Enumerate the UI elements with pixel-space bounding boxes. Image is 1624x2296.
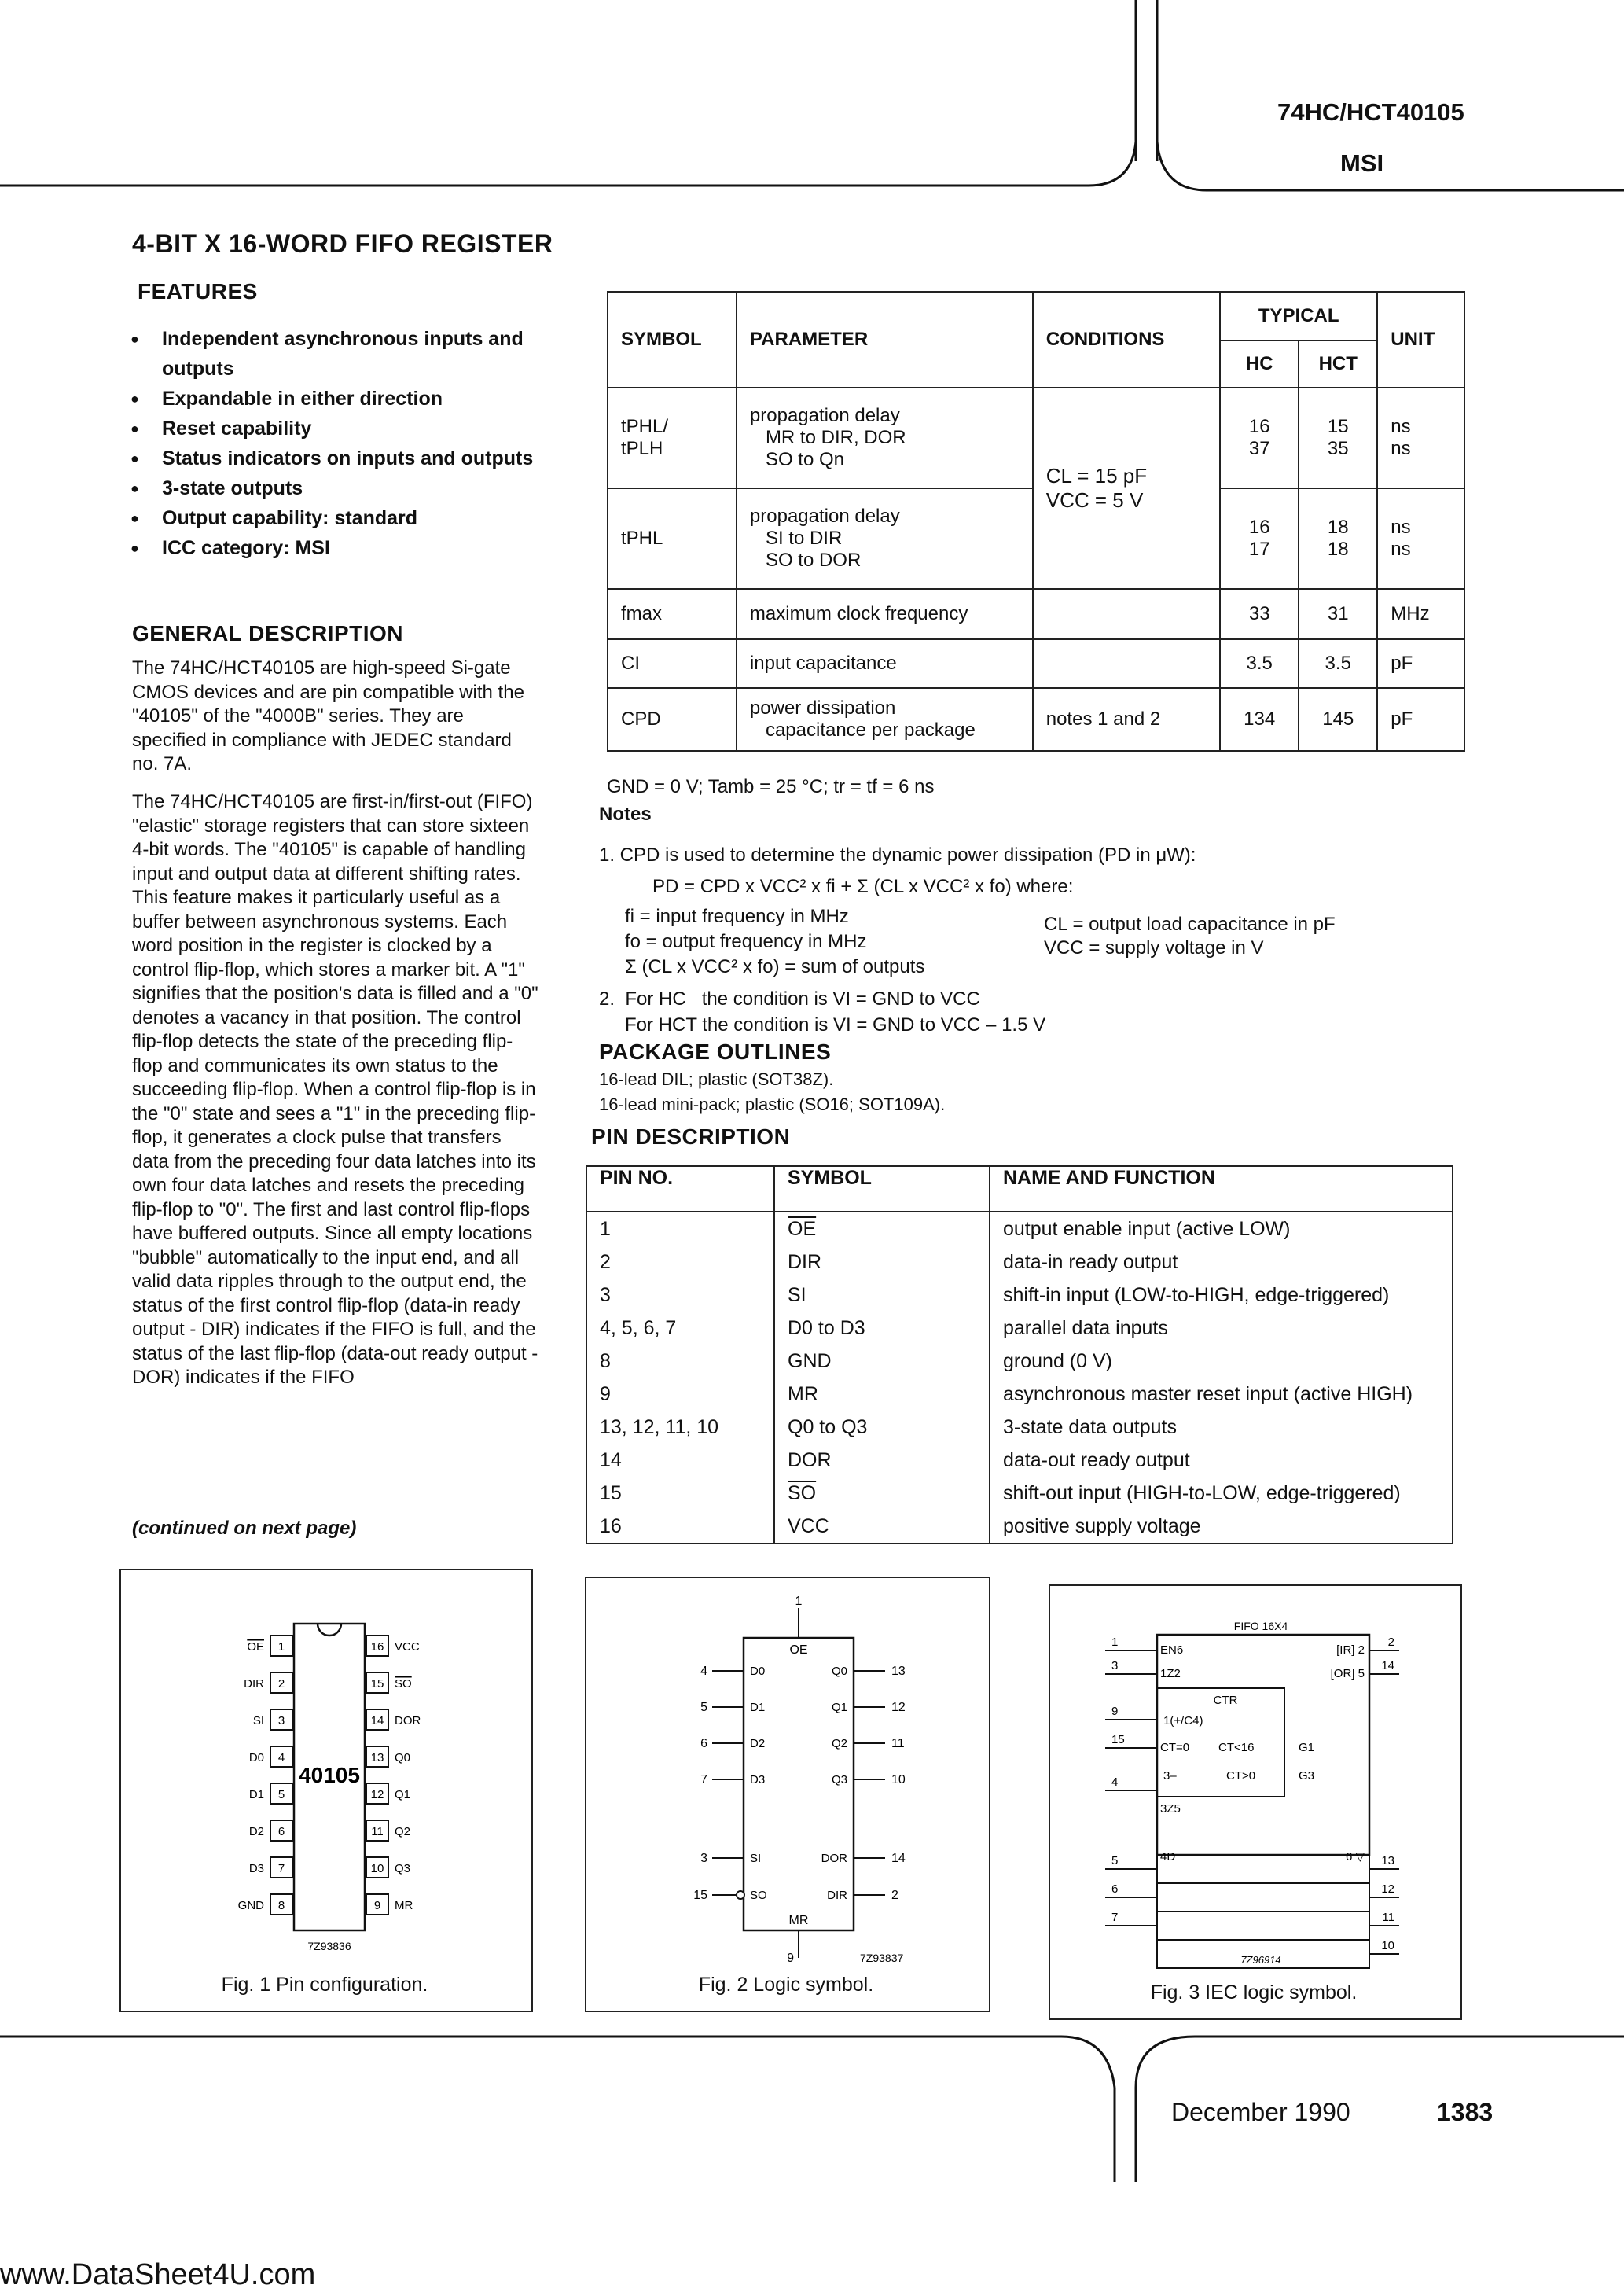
pin-label: D2	[248, 1825, 264, 1838]
feature-item: ● Independent asynchronous inputs and outputs	[126, 324, 582, 384]
feature-item: ● ICC category: MSI	[126, 533, 582, 563]
row3-symbol: fmax	[608, 589, 737, 639]
package-line-2: 16-lead mini-pack; plastic (SO16; SOT109A).	[599, 1095, 946, 1114]
pin-number: 5	[1111, 1854, 1119, 1867]
row5-hc: 134	[1220, 688, 1299, 751]
iec-g1: G1	[1299, 1741, 1315, 1754]
pin-label: DIR	[827, 1889, 847, 1902]
pin-label: Q1	[831, 1701, 847, 1714]
row1-parameter: propagation delay MR to DIR, DOR SO to Qn	[737, 388, 1033, 488]
fig2-bottom-pin: 9	[787, 1952, 794, 1962]
pin-number: 13	[891, 1665, 906, 1678]
pin-label: D3	[750, 1773, 766, 1786]
chip-label: 40105	[299, 1763, 360, 1787]
pin-number: 3	[700, 1852, 707, 1865]
pin-symbol: DOR	[774, 1444, 990, 1477]
pin-number: 10	[370, 1862, 384, 1875]
pin-function: parallel data inputs	[990, 1312, 1453, 1345]
pin-number: 11	[891, 1737, 905, 1750]
col-parameter: PARAMETER	[737, 292, 1033, 388]
pin-col-no: PIN NO.	[586, 1166, 774, 1212]
pin-label: OE	[247, 1640, 264, 1654]
pin-number: 2	[1387, 1636, 1394, 1649]
category-label: MSI	[1340, 149, 1384, 177]
fig1-code: 7Z93836	[307, 1940, 351, 1952]
row5-conditions: notes 1 and 2	[1033, 688, 1220, 751]
pin-number: 4	[700, 1665, 707, 1678]
pin-number: 7	[700, 1773, 707, 1786]
pin-no: 8	[586, 1345, 774, 1378]
iec-data-1	[1157, 1883, 1369, 1911]
note-1-fo: fo = output frequency in MHz	[625, 931, 867, 952]
note-1-formula: PD = CPD x VCC² x fi + Σ (CL x VCC² x fo) where:	[652, 876, 1074, 897]
pin-symbol: Q0 to Q3	[774, 1411, 990, 1444]
pin-label: Q1	[395, 1788, 411, 1801]
pin-number: 12	[891, 1701, 906, 1714]
features-heading: FEATURES	[138, 279, 258, 304]
pin-symbol: D0 to D3	[774, 1312, 990, 1345]
fig2-top-label: OE	[789, 1643, 808, 1657]
row3-conditions	[1033, 589, 1220, 639]
pin-col-function: NAME AND FUNCTION	[990, 1166, 1453, 1212]
pin-number: 5	[700, 1701, 707, 1714]
fig2-bottom-label: MR	[788, 1914, 809, 1927]
note-2b: For HCT the condition is VI = GND to VCC – 1.5 V	[625, 1014, 1046, 1036]
col-unit: UNIT	[1377, 292, 1464, 388]
row3-hc: 33	[1220, 589, 1299, 639]
pin-no: 14	[586, 1444, 774, 1477]
pin-symbol: MR	[774, 1378, 990, 1411]
feature-item: ● Status indicators on inputs and outputs	[126, 443, 582, 473]
page-title: 4-BIT X 16-WORD FIFO REGISTER	[132, 230, 553, 258]
package-heading: PACKAGE OUTLINES	[599, 1039, 832, 1064]
pin-symbol: SI	[774, 1279, 990, 1312]
pin-label: D1	[750, 1701, 766, 1714]
pin-table	[586, 1165, 1453, 1544]
pin-number: 6	[700, 1737, 707, 1750]
pin-description-heading: PIN DESCRIPTION	[591, 1124, 791, 1149]
pin-number: 5	[277, 1788, 285, 1801]
pin-number: 4	[1111, 1775, 1119, 1789]
iec-ct0: CT=0	[1160, 1741, 1190, 1754]
pin-number: 4	[277, 1751, 285, 1764]
pin-number: 15	[370, 1677, 384, 1691]
fig2-top-pin: 1	[795, 1595, 803, 1608]
pin-no: 1	[586, 1212, 774, 1246]
pin-number: 12	[370, 1788, 384, 1801]
pin-function: 3-state data outputs	[990, 1411, 1453, 1444]
pin-number: 10	[1381, 1939, 1394, 1952]
pin-col-symbol: SYMBOL	[774, 1166, 990, 1212]
pin-number: 3	[277, 1714, 285, 1728]
pin-label: MR	[395, 1899, 413, 1912]
feature-item: ● Reset capability	[126, 414, 582, 443]
row4-parameter: input capacitance	[737, 639, 1033, 688]
pin-no: 9	[586, 1378, 774, 1411]
row2-symbol: tPHL	[608, 488, 737, 589]
pin-function: positive supply voltage	[990, 1510, 1453, 1544]
iec-c4: 1(+/C4)	[1163, 1714, 1203, 1728]
row4-symbol: CI	[608, 639, 737, 688]
pin-number: 15	[1111, 1733, 1125, 1746]
footer-page: 1383	[1437, 2098, 1494, 2126]
col-typical: TYPICAL	[1220, 292, 1377, 340]
note-2a: 2. For HC the condition is VI = GND to VCC	[599, 988, 980, 1010]
pin-number: 8	[277, 1899, 285, 1912]
fig3-iec-symbol	[1049, 1584, 1459, 1978]
pin-number: 6	[277, 1825, 285, 1838]
pin-number: 1	[1111, 1636, 1119, 1649]
pin-no: 16	[586, 1510, 774, 1544]
pin-label: D0	[750, 1665, 766, 1678]
pin-number: 1	[277, 1640, 285, 1654]
pin-label: Q2	[831, 1737, 847, 1750]
pin-label: Q3	[395, 1862, 411, 1875]
row5-hct: 145	[1299, 688, 1377, 751]
pin-label: SO	[395, 1677, 412, 1691]
iec-ctr: CTR	[1213, 1694, 1238, 1707]
pin-symbol: $\overline{OE}$	[774, 1212, 990, 1246]
fig1-pin-diagram	[119, 1569, 530, 1962]
iec-ir: [IR] 2	[1336, 1643, 1365, 1657]
iec-data-2	[1157, 1911, 1369, 1940]
pin-label: D2	[750, 1737, 766, 1750]
row1-hct: 15 35	[1299, 388, 1377, 488]
row2-hc: 16 17	[1220, 488, 1299, 589]
pin-number: 14	[891, 1852, 906, 1865]
row2-parameter: propagation delay SI to DIR SO to DOR	[737, 488, 1033, 589]
fig2-logic-symbol	[585, 1577, 987, 1962]
note-1-sum: Σ (CL x VCC² x fo) = sum of outputs	[625, 956, 925, 977]
general-p1: The 74HC/HCT40105 are high-speed Si-gate CMOS devices and are pin compatible with the "40105" of the "4000B" series. They are specified in compliance with JEDEC standard no. 7A.	[132, 657, 524, 775]
pin-number: 6	[1111, 1882, 1119, 1896]
pin-number: 11	[1382, 1911, 1394, 1924]
iec-m3: 3–	[1163, 1769, 1177, 1783]
pin-label: D1	[248, 1788, 264, 1801]
pin-number: 2	[277, 1677, 285, 1691]
note-1-fi: fi = input frequency in MHz	[625, 906, 849, 927]
pin-label: VCC	[395, 1640, 420, 1654]
iec-title: FIFO 16X4	[1233, 1620, 1288, 1632]
feature-item: ● Output capability: standard	[126, 503, 582, 533]
pin-number: 14	[1381, 1659, 1394, 1672]
watermark-link[interactable]: www.DataSheet4U.com	[0, 2258, 316, 2291]
pin-function: asynchronous master reset input (active HIGH)	[990, 1378, 1453, 1411]
row5-symbol: CPD	[608, 688, 737, 751]
row1-hc: 16 37	[1220, 388, 1299, 488]
pin-no: 3	[586, 1279, 774, 1312]
row4-hct: 3.5	[1299, 639, 1377, 688]
pin-no: 15	[586, 1477, 774, 1510]
part-number: 74HC/HCT40105	[1277, 98, 1464, 126]
pin-no: 13, 12, 11, 10	[586, 1411, 774, 1444]
iec-z: 1Z2	[1160, 1667, 1181, 1680]
pin-function: output enable input (active LOW)	[990, 1212, 1453, 1246]
conditions-main: CL = 15 pF VCC = 5 V	[1033, 388, 1220, 589]
row3-unit: MHz	[1377, 589, 1464, 639]
pin-label: D0	[248, 1751, 264, 1764]
features-list	[126, 324, 582, 563]
pin-function: shift-in input (LOW-to-HIGH, edge-triggered)	[990, 1279, 1453, 1312]
continued-note: (continued on next page)	[132, 1518, 357, 1539]
row1-unit: ns ns	[1377, 388, 1464, 488]
col-symbol: SYMBOL	[608, 292, 737, 388]
fig1-caption: Fig. 1 Pin configuration.	[221, 1974, 428, 1996]
pin-number: 10	[891, 1773, 906, 1786]
note-1: 1. CPD is used to determine the dynamic power dissipation (PD in μW):	[599, 844, 1196, 866]
package-line-1: 16-lead DIL; plastic (SOT38Z).	[599, 1069, 834, 1089]
pin-label: Q2	[395, 1825, 411, 1838]
pin-symbol: GND	[774, 1345, 990, 1378]
fig2-code: 7Z93837	[860, 1952, 904, 1962]
iec-ct00: CT>0	[1226, 1769, 1256, 1783]
pin-label: Q3	[831, 1773, 847, 1786]
pin-symbol: DIR	[774, 1246, 990, 1279]
row3-parameter: maximum clock frequency	[737, 589, 1033, 639]
pin-number: 2	[891, 1889, 898, 1902]
pin-number: 14	[370, 1714, 384, 1728]
pin-number: 13	[370, 1751, 384, 1764]
row4-hc: 3.5	[1220, 639, 1299, 688]
pin-symbol: $\overline{SO}$	[774, 1477, 990, 1510]
pin-function: ground (0 V)	[990, 1345, 1453, 1378]
fig2-caption: Fig. 2 Logic symbol.	[698, 1974, 874, 1996]
fig3-code: 7Z96914	[1240, 1954, 1281, 1966]
col-hc: HC	[1220, 340, 1299, 388]
iec-d4: 4D	[1160, 1850, 1176, 1864]
general-p2: The 74HC/HCT40105 are first-in/first-out (FIFO) "elastic" storage registers that can store sixteen 4-bit words. The "40105" is capable of handling input and output data at different shifting rates. This feature makes it particularly useful as a buffer between asynchronous systems. Each word position in the register is clocked by a control flip-flop, which stores a marker bit. A "1" signifies that the position's data is filled and a "0" denotes a vacancy in that position. The control flip-flop detects the state of the preceding flip-flop and communicates its own status to the succeeding flip-flop. When a control flip-flop is in the "0" state and sees a "1" in the preceding flip-flop, it generates a clock pulse that transfers data from the preceding four data latches into its own four data latches and resets the preceding flip-flop to "0". The first and last control flip-flops have buffered outputs. Since all empty locations "bubble" automatically to the input end, and all valid data ripples through to the output end, the status of the first control flip-flop (data-in ready output - DIR) indicates if the FIFO is full, and the status of the last flip-flop (data-out ready output - DOR) indicates if the FIFO	[132, 791, 538, 1388]
pin-number: 12	[1381, 1882, 1394, 1896]
feature-item: ● 3-state outputs	[126, 473, 582, 503]
row3-hct: 31	[1299, 589, 1377, 639]
iec-g3: G3	[1299, 1769, 1315, 1783]
chip-notch	[318, 1624, 341, 1636]
pin-function: shift-out input (HIGH-to-LOW, edge-triggered)	[990, 1477, 1453, 1510]
pin-label: DIR	[244, 1677, 264, 1691]
footer-date: December 1990	[1171, 2098, 1350, 2126]
test-conditions: GND = 0 V; Tamb = 25 °C; tr = tf = 6 ns	[607, 776, 935, 797]
iec-v6: 6 ▽	[1345, 1850, 1365, 1864]
pin-no: 2	[586, 1246, 774, 1279]
pin-number: 3	[1111, 1659, 1119, 1672]
row4-conditions	[1033, 639, 1220, 688]
pin-number: 9	[1111, 1705, 1119, 1718]
pin-number: 13	[1381, 1854, 1394, 1867]
fig3-caption: Fig. 3 IEC logic symbol.	[1150, 1981, 1358, 2003]
pin-label: Q0	[831, 1665, 847, 1678]
pin-function: data-in ready output	[990, 1246, 1453, 1279]
row5-unit: pF	[1377, 688, 1464, 751]
pin-number: 16	[370, 1640, 384, 1654]
pin-number: 15	[693, 1889, 707, 1902]
iec-or: [OR] 5	[1330, 1667, 1365, 1680]
pin-no: 4, 5, 6, 7	[586, 1312, 774, 1345]
pin-label: SI	[252, 1714, 264, 1728]
row2-unit: ns ns	[1377, 488, 1464, 589]
col-conditions: CONDITIONS	[1033, 292, 1220, 388]
row2-hct: 18 18	[1299, 488, 1377, 589]
pin-label: SI	[750, 1852, 762, 1865]
pin-label: DOR	[395, 1714, 421, 1728]
pin-label: Q0	[395, 1751, 411, 1764]
inversion-bubble	[737, 1891, 744, 1899]
iec-data-0	[1157, 1855, 1369, 1883]
row4-unit: pF	[1377, 639, 1464, 688]
feature-item: ● Expandable in either direction	[126, 384, 582, 414]
pin-symbol: VCC	[774, 1510, 990, 1544]
footer-rule	[0, 2013, 1624, 2217]
pin-label: DOR	[821, 1852, 847, 1865]
pin-number: 7	[1111, 1911, 1119, 1924]
general-heading: GENERAL DESCRIPTION	[132, 621, 404, 646]
col-hct: HCT	[1299, 340, 1377, 388]
row5-parameter: power dissipation capacitance per package	[737, 688, 1033, 751]
row1-symbol: tPHL/ tPLH	[608, 388, 737, 488]
pin-number: 7	[277, 1862, 285, 1875]
pin-label: SO	[750, 1889, 767, 1902]
pin-number: 11	[371, 1825, 384, 1838]
pin-label: D3	[248, 1862, 264, 1875]
note-1-vcc: VCC = supply voltage in V	[1044, 937, 1264, 959]
iec-en: EN6	[1160, 1643, 1184, 1657]
iec-ct16: CT<16	[1218, 1741, 1255, 1754]
pin-function: data-out ready output	[990, 1444, 1453, 1477]
spec-table	[607, 291, 1465, 752]
note-1-cl: CL = output load capacitance in pF	[1044, 914, 1336, 935]
pin-label: GND	[237, 1899, 264, 1912]
pin-number: 9	[373, 1899, 381, 1912]
notes-heading: Notes	[599, 804, 652, 825]
iec-z5: 3Z5	[1160, 1802, 1181, 1816]
